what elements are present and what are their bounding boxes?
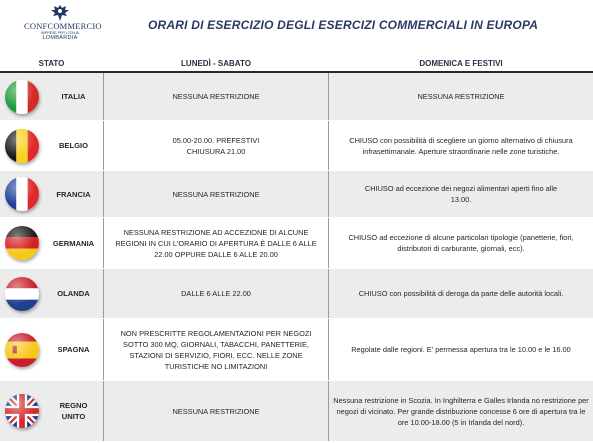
holiday-hours: CHIUSO con possibilità di scegliere un giorno alternativo di chiusura infrasettimanale. Aperture straordinarie nelle zone turistiche. [349,135,573,156]
country-name: FRANCIA [56,189,91,199]
holiday-hours: NESSUNA RESTRIZIONE [417,92,505,101]
confcommercio-logo [24,4,102,44]
belgium-flag-icon [5,129,39,163]
italy-flag-icon [5,80,39,114]
spain-flag-icon [5,333,39,367]
holiday-hours: Regolate dalle regioni. E' permessa apertura tra le 10.00 e le 16.00 [351,345,571,354]
netherlands-flag-icon [5,277,39,311]
weekday-hours: NESSUNA RESTRIZIONE [103,381,329,441]
country-name: ITALIA [61,92,86,101]
weekday-hours: NESSUNA RESTRIZIONE [103,171,329,217]
table-header-row [0,57,593,73]
weekday-hours: NESSUNA RESTRIZIONE [103,73,329,120]
france-flag-icon [5,177,39,211]
page-header [0,0,593,50]
eagle-emblem-icon [50,4,70,22]
table-row-regno-unito [0,381,593,442]
column-header-state: STATO [38,59,65,68]
table-row-germania [0,218,593,269]
uk-flag-icon [5,394,39,428]
country-name: SPAGNA [57,345,90,354]
column-header-weekdays: LUNEDÌ - SABATO [181,59,251,68]
weekday-hours: 05.00-20.00. PREFESTIVI CHIUSURA 21.00 [103,121,329,170]
logo-region: LOMBARDIA [42,35,78,41]
column-header-holidays: DOMENICA E FESTIVI [419,59,503,68]
logo-brand: CONFCOMMERCIO [24,21,102,31]
holiday-hours: CHIUSO ad eccezione di alcune particolari tipologie (panetterie, fiori, distributori di carburante, giornali, ecc). [348,233,574,253]
table-row-belgio [0,121,593,171]
country-name: GERMANIA [52,238,95,248]
holiday-hours: CHIUSO ad eccezione dei negozi alimentari aperti fino alle 13.00. [364,184,558,204]
holiday-hours: Nessuna restrizione in Scozia. In Inghilterra e Galles Irlanda no restrizione per negozi di vicinato. Per grande distribuzione concesse 6 ore di apertura tra le ore 10.00-18.00 (5 in Irlanda del nord). [333,395,589,427]
page-title: ORARI DI ESERCIZIO DEGLI ESERCIZI COMMERCIALI IN EUROPA [148,18,539,32]
weekday-hours: NESSUNA RESTRIZIONE AD ACCEZIONE DI ALCUNE REGIONI IN CUI L'ORARIO DI APERTURA È DALLE 6 ALLE 22.00 OPPURE DALLE 6 ALLE 20.00 [103,218,329,268]
table-row-francia [0,171,593,218]
logo-subtitle: IMPRESE PER L'ITALIA [41,31,79,35]
country-name: OLANDA [57,289,90,298]
table-row-olanda [0,269,593,319]
holiday-hours: CHIUSO con possibilità di deroga da parte delle autorità locali. [358,289,564,298]
table-row-spagna [0,319,593,381]
weekday-hours: DALLE 6 ALLE 22.00 [103,269,329,318]
country-name: REGNO UNITO [59,401,88,421]
country-name: BELGIO [58,141,89,150]
table-row-italia [0,73,593,121]
weekday-hours: NON PRESCRITTE REGOLAMENTAZIONI PER NEGOZI SOTTO 300 MQ, GIORNALI, TABACCHI, PANETTERIE, STAZIONI DI SERVIZIO, FIORI, ECC. NELLE ZONE TURISTICHE NO LIMITAZIONI [103,319,329,380]
germany-flag-icon [5,226,39,260]
hours-table [0,57,593,442]
